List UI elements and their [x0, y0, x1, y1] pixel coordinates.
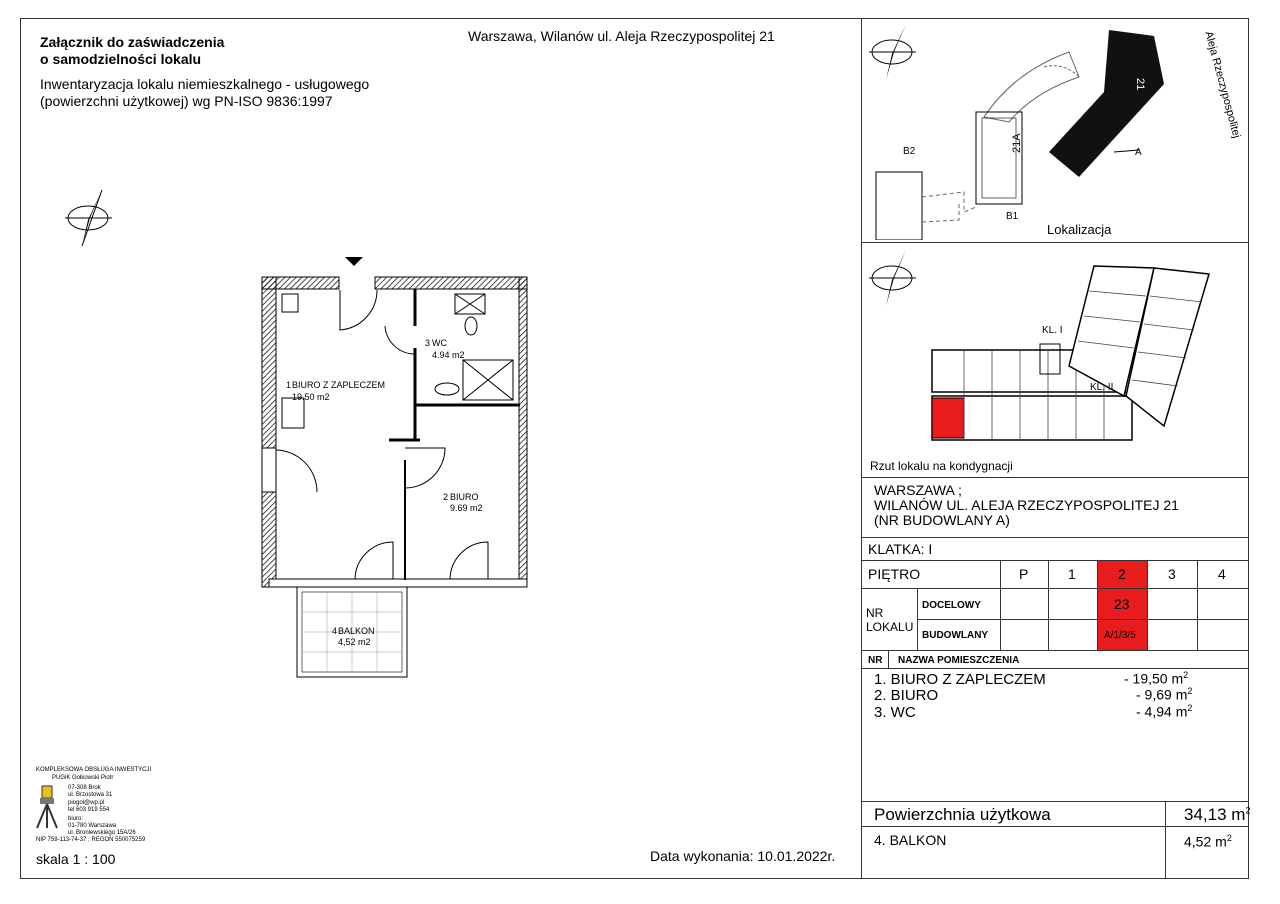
- panel-divider: [861, 18, 862, 879]
- area-label: Powierzchnia użytkowa: [874, 805, 1051, 824]
- divider-nr: [861, 650, 1249, 651]
- budowlany-label: BUDOWLANY: [922, 630, 989, 641]
- grid-line: [1147, 560, 1148, 650]
- info-klatka: KLATKA: I: [868, 541, 933, 557]
- company-line6: tel 603 919 554: [68, 807, 110, 813]
- floor-3: 3: [1168, 566, 1176, 582]
- floor-1: 1: [1068, 566, 1076, 582]
- location-street: Aleja Rzeczypospolitej: [1202, 30, 1243, 140]
- balcony-value: 4,52 $m^2$: [1184, 833, 1232, 850]
- room-list-1-area: - 19,50 $m^2$: [1124, 670, 1189, 687]
- building-floor-schematic: [864, 246, 1244, 458]
- name-header: NAZWA POMIESZCZENIA: [898, 655, 1020, 666]
- inventory-line1: Inwentaryzacja lokalu niemieszkalnego - usługowego: [40, 76, 370, 92]
- company-line1: KOMPLEKSOWA OBSŁUGA INWESTYCJI: [36, 767, 152, 773]
- divider-address: [861, 537, 1249, 538]
- grid-line: [1048, 560, 1049, 650]
- nr-header: NR: [868, 655, 883, 666]
- floor-p: P: [1019, 566, 1029, 582]
- divider-floors: [861, 588, 1249, 589]
- surveyor-logo-icon: [34, 784, 60, 830]
- divider-klatka: [861, 560, 1249, 561]
- room-3-nr: 3: [425, 338, 431, 348]
- company-line8: 01-780 Warszawa: [68, 823, 117, 829]
- company-line5: piogol@wp.pl: [68, 800, 105, 806]
- room-list-3-area: - 4,94 $m^2$: [1136, 703, 1193, 720]
- floor-plan: [255, 250, 545, 685]
- grid-line: [1000, 560, 1001, 650]
- lokalu-label: LOKALU: [866, 620, 914, 634]
- floor-2: 2: [1118, 566, 1126, 582]
- attachment-title-line1: Załącznik do zaświadczenia: [40, 34, 225, 50]
- divider-names: [861, 668, 1249, 669]
- divider-location: [861, 242, 1249, 243]
- room-list-2-area: - 9,69 $m^2$: [1136, 686, 1193, 703]
- room-4-area: 4,52 m2: [338, 637, 371, 647]
- room-list-3-name: 3. WC: [874, 704, 916, 721]
- room-list-1-name: 1. BIURO Z ZAPLECZEM: [874, 671, 1046, 688]
- north-arrow-icon: [60, 188, 120, 253]
- room-1-nr: 1: [286, 380, 292, 390]
- location-21a: 21A: [1011, 133, 1023, 153]
- area-value: 34,13 $m^2$: [1184, 805, 1251, 824]
- info-city: WARSZAWA ;: [874, 482, 962, 498]
- location-a: A: [1135, 147, 1142, 158]
- location-label: Lokalizacja: [1047, 222, 1112, 237]
- attachment-title-line2: o samodzielności lokalu: [40, 51, 202, 67]
- location-b1: B1: [1006, 211, 1019, 222]
- grid-line: [1165, 801, 1166, 879]
- room-2-name: BIURO: [450, 492, 479, 502]
- room-1-area: 19.50 m2: [292, 392, 330, 402]
- room-3-area: 4.94 m2: [432, 350, 465, 360]
- divider-summary: [861, 801, 1249, 802]
- docelowy-value: 23: [1114, 596, 1130, 612]
- company-line7: biuro:: [68, 816, 84, 822]
- room-3-name: WC: [432, 338, 447, 348]
- company-line9: ul. Broniewskiego 15A/26: [68, 830, 136, 836]
- inventory-line2: (powierzchni użytkowej) wg PN-ISO 9836:1997: [40, 93, 333, 109]
- company-line3: 07-308 Brok: [68, 785, 101, 791]
- room-list-2-name: 2. BIURO: [874, 687, 939, 704]
- location-b2: B2: [903, 146, 916, 157]
- room-1-name: BIURO Z ZAPLECZEM: [292, 380, 386, 390]
- schematic-kl2: KL. II: [1090, 382, 1114, 393]
- location-map: [864, 22, 1244, 240]
- budowlany-value: A/1/3/5: [1104, 630, 1136, 641]
- schematic-label: Rzut lokalu na kondygnacji: [870, 459, 1013, 473]
- company-line2: PUGiK Gołkowski Piotr: [52, 775, 114, 781]
- location-21: 21: [1134, 78, 1146, 91]
- address-header: Warszawa, Wilanów ul. Aleja Rzeczypospolitej 21: [468, 28, 775, 44]
- room-2-nr: 2: [443, 492, 449, 502]
- nr-label: NR: [866, 606, 884, 620]
- grid-line: [888, 651, 889, 668]
- divider-schematic: [861, 477, 1249, 478]
- room-4-nr: 4: [332, 626, 338, 636]
- info-building: (NR BUDOWLANY A): [874, 512, 1010, 528]
- scale-label: skala 1 : 100: [36, 851, 116, 867]
- schematic-kl1: KL. I: [1042, 325, 1063, 336]
- grid-line: [917, 619, 1249, 620]
- room-2-area: 9.69 m2: [450, 503, 483, 513]
- grid-line: [1197, 560, 1198, 650]
- company-line10: NIP 759-113-74-37 ; REGON 550075259: [36, 837, 146, 843]
- balcony-label: 4. BALKON: [874, 832, 947, 848]
- date-label: Data wykonania: 10.01.2022r.: [650, 848, 836, 864]
- divider-area: [861, 826, 1249, 827]
- room-4-name: BALKON: [338, 626, 375, 636]
- pietro-label: PIĘTRO: [868, 566, 921, 582]
- company-line4: ul. Brzostowa 31: [68, 792, 113, 798]
- docelowy-label: DOCELOWY: [922, 600, 981, 611]
- info-street: WILANÓW UL. ALEJA RZECZYPOSPOLITEJ 21: [874, 497, 1179, 513]
- floor-4: 4: [1218, 566, 1226, 582]
